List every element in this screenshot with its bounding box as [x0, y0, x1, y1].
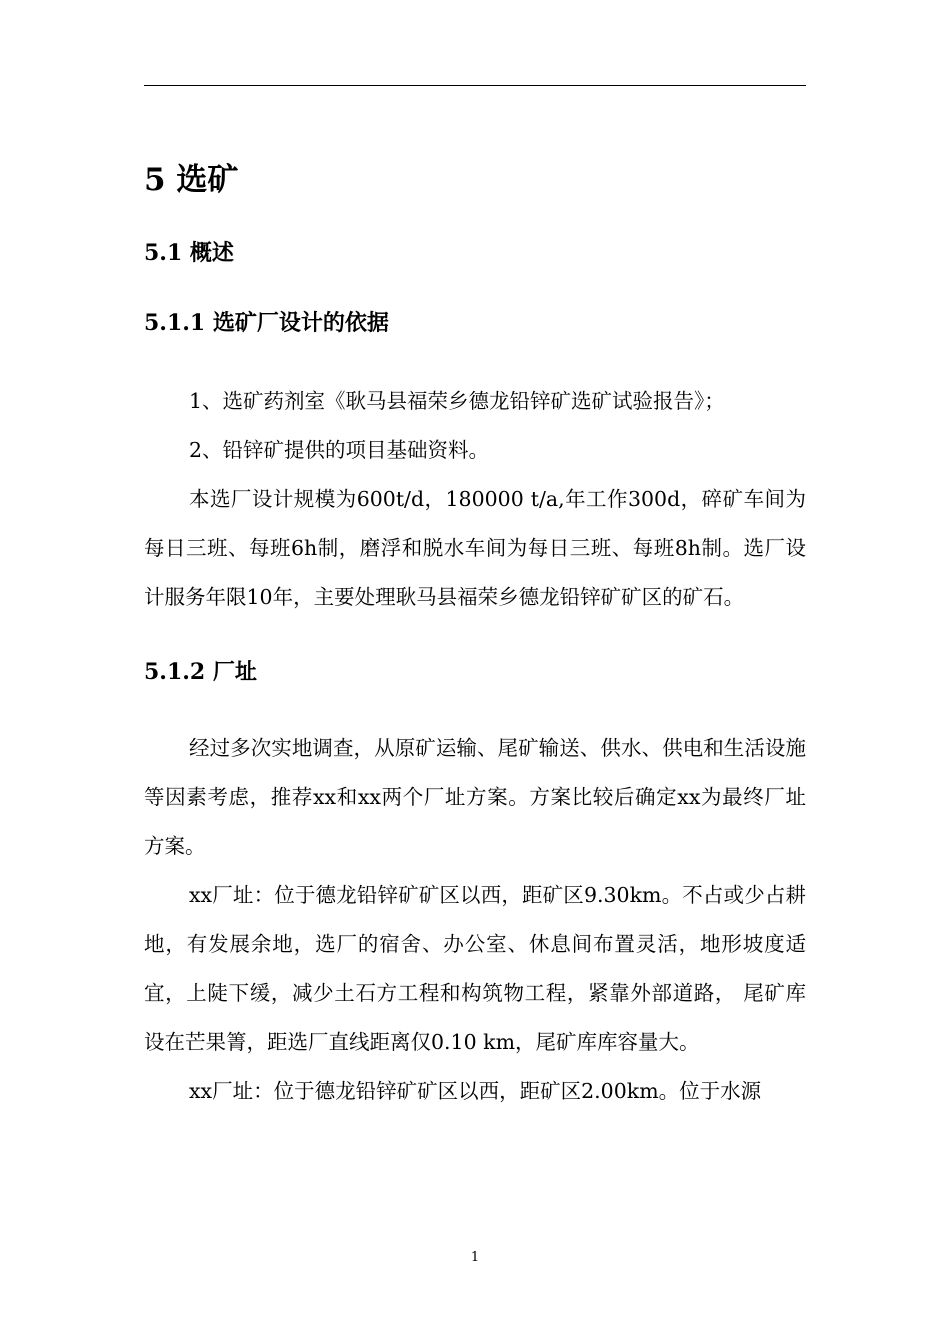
site-option-1-paragraph: xx厂址：位于德龙铅锌矿矿区以西，距矿区9.30km。不占或少占耕地，有发展余地，选厂的宿舍、办公室、休息间布置灵活，地形坡度适宜，上陡下缓，减少土石方工程和构筑物工程，紧靠外部道路， 尾矿库设在芒果箐，距选厂直线距离仅0.10 km，尾矿库库容量大。 — [144, 883, 806, 1054]
basis-item-1: 1、选矿药剂室《耿马县福荣乡德龙铅锌矿选矿试验报告》； — [189, 389, 725, 413]
page-content — [144, 150, 806, 1116]
header-rule — [144, 85, 806, 86]
chapter-title: 5 选矿 — [144, 162, 239, 198]
page-number: 1 — [470, 1250, 480, 1265]
site-selection-paragraph: 经过多次实地调查，从原矿运输、尾矿输送、供水、供电和生活设施等因素考虑，推荐xx和xx两个厂址方案。方案比较后确定xx为最终厂址方案。 — [144, 736, 806, 858]
section-5-1-2-title: 5.1.2 厂址 — [144, 659, 257, 685]
basis-item-2: 2、铅锌矿提供的项目基础资料。 — [189, 438, 490, 462]
section-5-1-1-title: 5.1.1 选矿厂设计的依据 — [144, 310, 389, 336]
design-scale-paragraph: 本选厂设计规模为600t/d，180000 t/a,年工作300d，碎矿车间为每日三班、每班6h制，磨浮和脱水车间为每日三班、每班8h制。选厂设计服务年限10年，主要处理耿马县福荣乡德龙铅锌矿矿区的矿石。 — [144, 487, 806, 609]
section-5-1-title: 5.1 概述 — [144, 240, 234, 266]
site-option-2-paragraph: xx厂址：位于德龙铅锌矿矿区以西，距矿区2.00km。位于水源 — [189, 1079, 762, 1103]
